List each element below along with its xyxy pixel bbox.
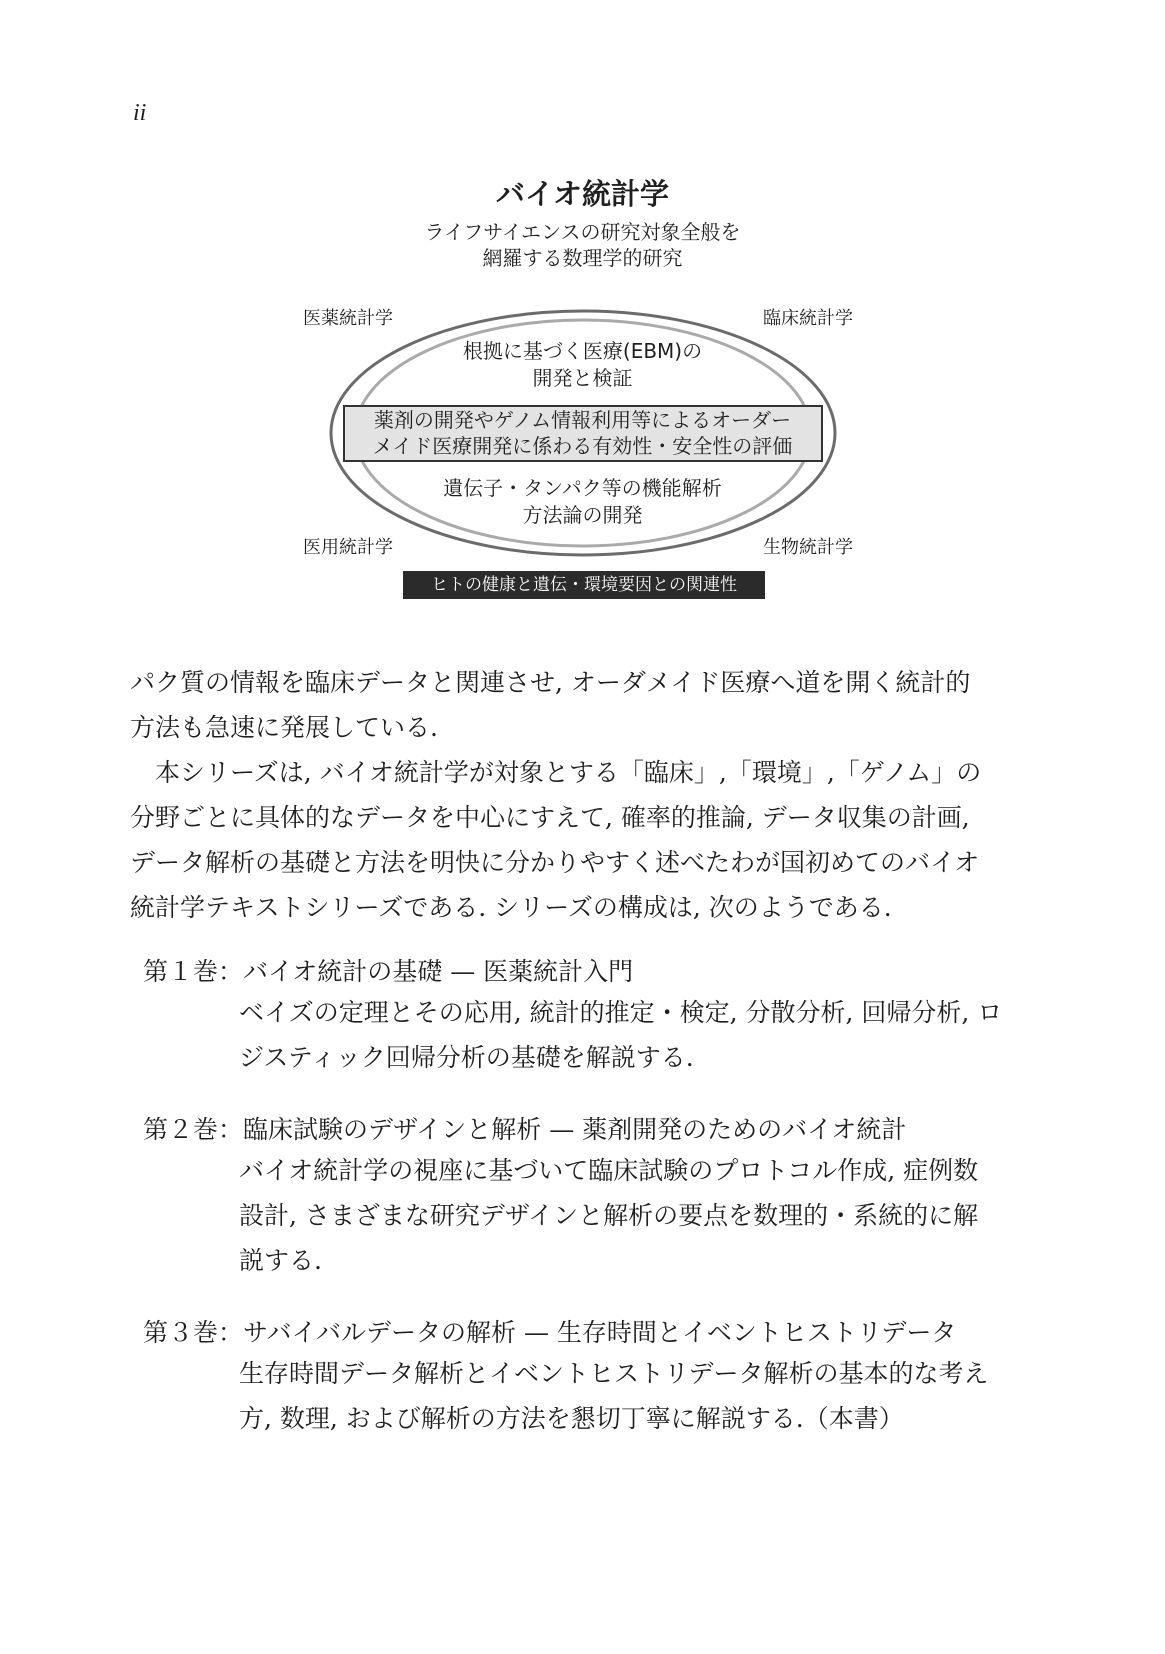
- figure-footer-box: ヒトの健康と遺伝・環境要因との関連性: [403, 571, 765, 599]
- volume-description-line: ベイズの定理とその応用, 統計的推定・検定, 分散分析, 回帰分析, ロ: [239, 998, 1003, 1027]
- paragraph-2-line: データ解析の基礎と方法を明快に分かりやすく述べたわが国初めてのバイオ: [130, 848, 980, 877]
- corner-label-bottom-left: 医用統計学: [303, 537, 393, 558]
- volume-label: 第２巻: [143, 1115, 219, 1144]
- volume-description-line: 方, 数理, および解析の方法を懇切丁寧に解説する.（本書）: [239, 1404, 904, 1433]
- volume-description-line: ジスティック回帰分析の基礎を解説する.: [239, 1043, 694, 1072]
- volume-description-line: 設計, さまざまな研究デザインと解析の要点を数理的・系統的に解: [239, 1201, 979, 1230]
- volume-description-line: 生存時間データ解析とイベントヒストリデータ解析の基本的な考え: [239, 1359, 989, 1388]
- paragraph-2-line: 分野ごとに具体的なデータを中心にすえて, 確率的推論, データ収集の計画,: [130, 803, 970, 832]
- volume-title: 臨床試験のデザインと解析 — 薬剤開発のためのバイオ統計: [243, 1115, 907, 1144]
- page-number: ii: [133, 100, 147, 126]
- volume-3-description: [239, 1351, 989, 1441]
- volume-label: 第１巻: [143, 957, 219, 986]
- volume-colon: ：: [218, 957, 244, 986]
- paragraph-2-line: 統計学テキストシリーズである. シリーズの構成は, 次のようである.: [130, 893, 892, 922]
- volume-2-description: [239, 1148, 978, 1283]
- top-region-line-2: 開発と検証: [532, 366, 633, 390]
- volume-label: 第３巻: [143, 1318, 219, 1347]
- paragraph-1-line: パク質の情報を臨床データと関連させ, オーダメイド医療へ道を開く統計的: [130, 668, 971, 697]
- paragraph-1-line: 方法も急速に発展している.: [130, 713, 438, 742]
- center-band-line-1: 薬剤の開発やゲノム情報利用等によるオーダー: [373, 408, 792, 432]
- volume-title: サバイバルデータの解析 — 生存時間とイベントヒストリデータ: [243, 1318, 957, 1347]
- paragraph-1: [130, 660, 1035, 750]
- volume-colon: ：: [218, 1318, 244, 1347]
- corner-label-top-right: 臨床統計学: [763, 308, 853, 329]
- bottom-region-line-1: 遺伝子・タンパク等の機能解析: [443, 476, 722, 500]
- volume-description-line: 説する.: [239, 1246, 322, 1275]
- corner-label-top-left: 医薬統計学: [303, 308, 393, 329]
- bottom-region-line-2: 方法論の開発: [522, 503, 643, 527]
- volume-description-line: バイオ統計学の視座に基づいて臨床試験のプロトコル作成, 症例数: [239, 1156, 979, 1185]
- figure-subtitle-line-1: ライフサイエンスの研究対象全般を: [424, 220, 741, 244]
- volume-1-description: [239, 990, 1002, 1080]
- volume-3-heading: [143, 1313, 956, 1349]
- paragraph-2-line: 本シリーズは, バイオ統計学が対象とする「臨床」,「環境」,「ゲノム」の: [130, 758, 982, 787]
- center-band-line-2: メイド医療開発に係わる有効性・安全性の評価: [372, 434, 793, 458]
- volume-2-heading: [143, 1110, 906, 1146]
- top-region-line-1: 根拠に基づく医療(EBM)の: [462, 339, 703, 363]
- corner-label-bottom-right: 生物統計学: [763, 537, 853, 558]
- paragraph-2: [130, 750, 1035, 930]
- figure-title: バイオ統計学: [495, 177, 670, 211]
- figure-subtitle-line-2: 網羅する数理学的研究: [482, 246, 683, 270]
- volume-colon: ：: [218, 1115, 244, 1144]
- volume-1-heading: [143, 952, 633, 988]
- volume-title: バイオ統計の基礎 — 医薬統計入門: [243, 957, 634, 986]
